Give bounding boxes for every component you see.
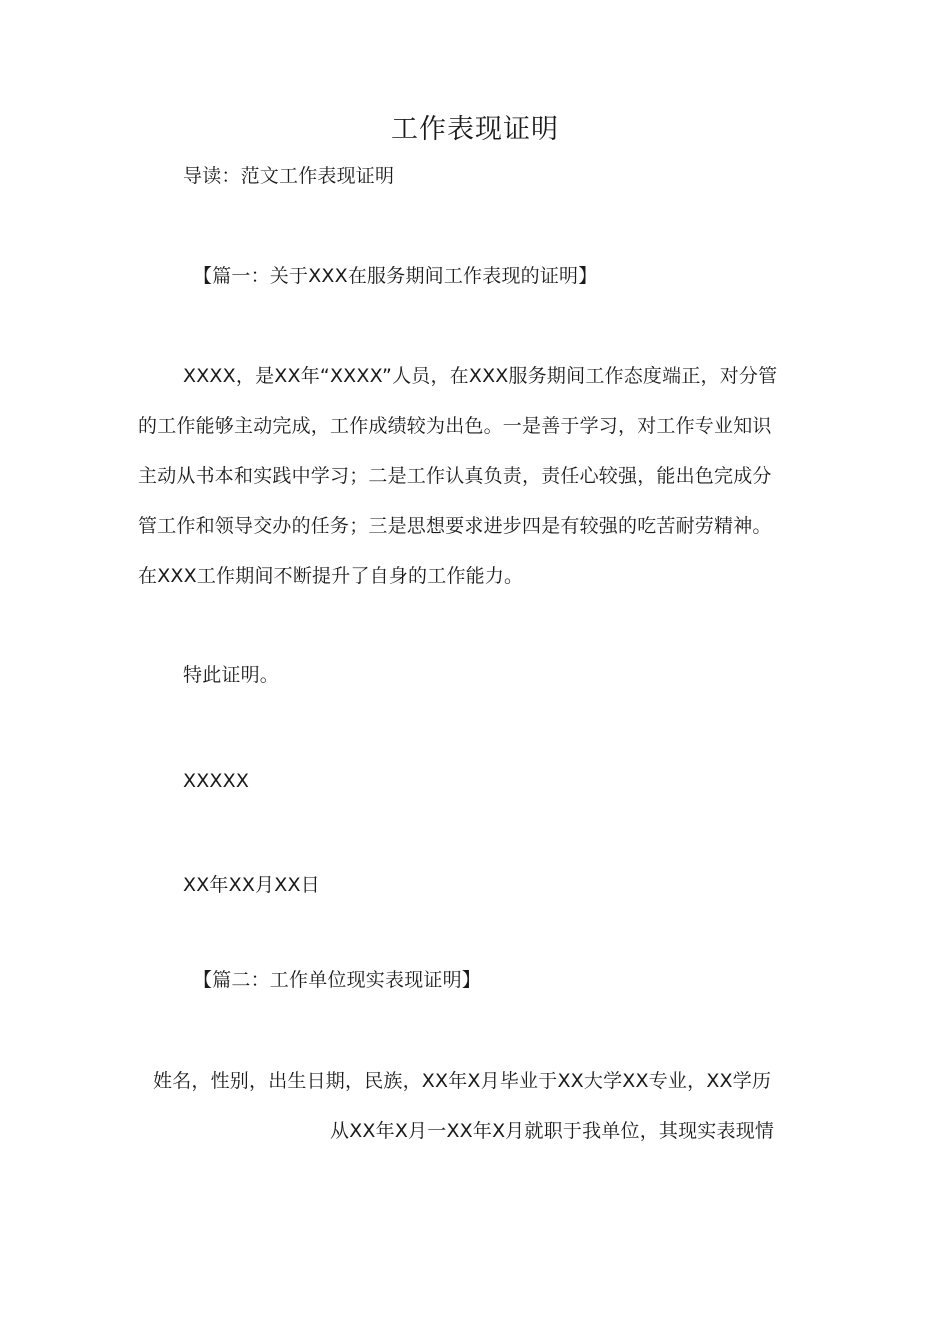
document-title: 工作表现证明 (391, 114, 559, 145)
section1-date: XX年XX月XX日 (183, 874, 320, 896)
section1-heading: 【篇一：关于XXX在服务期间工作表现的证明】 (193, 265, 598, 287)
section1-closing: 特此证明。 (183, 664, 280, 686)
section1-paragraph-line: 管工作和领导交办的任务；三是思想要求进步四是有较强的吃苦耐劳精神。 (138, 515, 772, 537)
intro-line: 导读：范文工作表现证明 (183, 165, 395, 187)
section1-paragraph-line: XXXX，是XX年“XXXX”人员，在XXX服务期间工作态度端正，对分管 (183, 365, 778, 387)
section1-paragraph-line: 的工作能够主动完成，工作成绩较为出色。一是善于学习，对工作专业知识 (138, 415, 772, 437)
section2-heading: 【篇二：工作单位现实表现证明】 (193, 969, 482, 991)
section1-paragraph-line: 在XXX工作期间不断提升了自身的工作能力。 (138, 565, 524, 587)
section2-paragraph-line: 从XX年X月一XX年X月就职于我单位，其现实表现情 (330, 1120, 775, 1142)
section2-paragraph-line: 姓名，性别，出生日期，民族，XX年X月毕业于XX大学XX专业，XX学历 (153, 1070, 772, 1092)
section1-signature: XXXXX (183, 770, 250, 792)
section1-paragraph-line: 主动从书本和实践中学习；二是工作认真负责，责任心较强，能出色完成分 (138, 465, 772, 487)
